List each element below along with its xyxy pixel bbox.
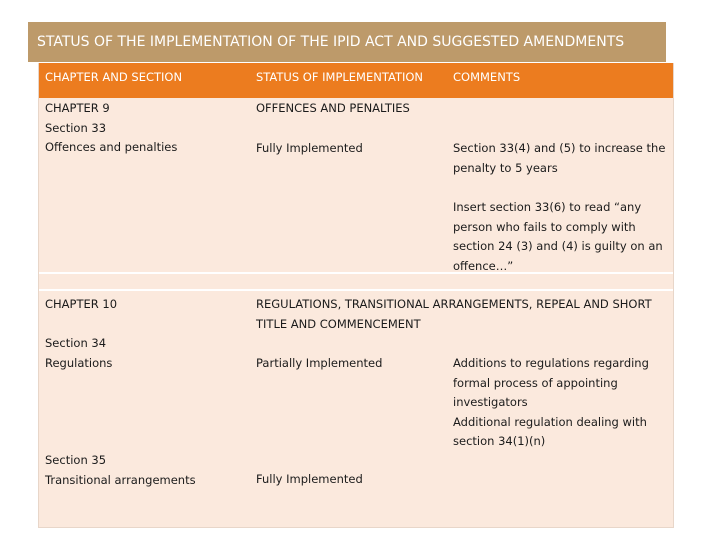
chapter10-title: REGULATIONS, TRANSITIONAL ARRANGEMENTS, REPEAL AND SHORT TITLE AND COMMENCEMENT — [256, 297, 652, 331]
chapter9-comment-insert: Insert section 33(6) to read “any person who fails to comply with section 24 (3) and (4) is guilty on an offence…” — [453, 200, 663, 273]
header-status: STATUS OF IMPLEMENTATION — [256, 70, 424, 84]
status-table — [38, 63, 674, 528]
chapter9-title: OFFENCES AND PENALTIES — [256, 101, 410, 115]
table-header-row — [39, 63, 673, 98]
chapter9-heading: CHAPTER 9 Section 33 Offences and penalties — [45, 101, 178, 154]
chapter10-heading: CHAPTER 10 — [45, 297, 118, 311]
section35-label: Section 35 Transitional arrangements — [45, 453, 196, 487]
header-chapter-section: CHAPTER AND SECTION — [45, 70, 183, 84]
section35-status: Fully Implemented — [256, 472, 363, 486]
chapter9-comment-penalty: Section 33(4) and (5) to increase the penalty to 5 years — [453, 141, 666, 175]
slide-title: STATUS OF THE IMPLEMENTATION OF THE IPID ACT AND SUGGESTED AMENDMENTS — [28, 22, 666, 62]
chapter9-status: Fully Implemented — [256, 141, 363, 155]
section34-comment: Additions to regulations regarding formal process of appointing investigators Additional regulation dealing with section 34(1)(n) — [453, 356, 649, 448]
section34-status: Partially Implemented — [256, 356, 383, 370]
row-divider — [39, 289, 673, 291]
section34-label: Section 34 Regulations — [45, 336, 113, 370]
header-comments: COMMENTS — [453, 70, 521, 84]
